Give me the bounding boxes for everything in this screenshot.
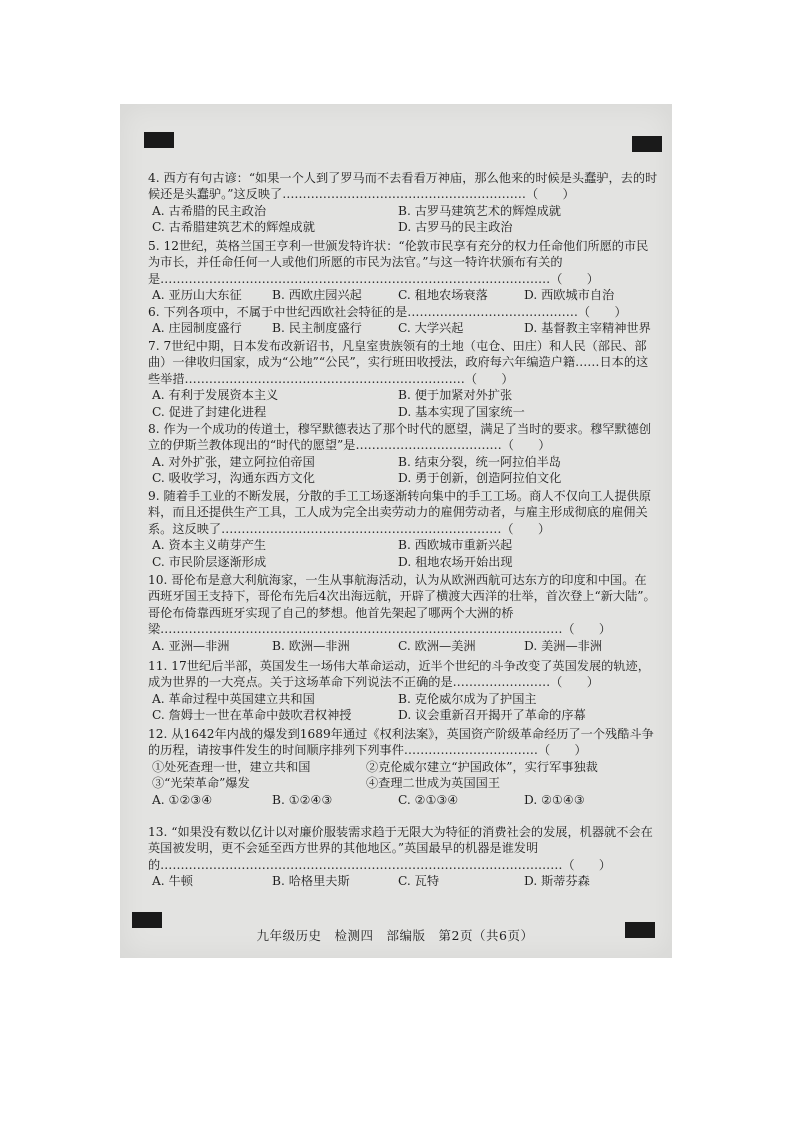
question-6 (148, 304, 658, 337)
question-stem: 13. “如果没有数以亿计以对廉价服装需求趋于无限大为特征的消费社会的发展，机器就不会在英国被发明，更不会延至西方世界的其他地区。”英国最早的机器是谁发明的………………………………………………………………………………………（ ） (148, 825, 653, 872)
option-a: A. 革命过程中英国建立共和国 (152, 691, 315, 706)
option-c: C. ②①③④ (398, 792, 459, 807)
question-12 (148, 726, 658, 808)
registration-mark-top-left (144, 132, 174, 148)
registration-mark-bottom-left (132, 912, 162, 928)
option-c: C. 市民阶层逐渐形成 (152, 554, 267, 569)
option-d: D. 勇于创新，创造阿拉伯文化 (398, 471, 562, 486)
option-a: A. 亚洲—非洲 (152, 638, 230, 653)
question-10 (148, 572, 658, 654)
question-stem: 4. 西方有句古谚：“如果一个人到了罗马而不去看看万神庙，那么他来的时候是头蠢驴，去的时候还是头蠢驴。”这反映了……………………………………………………（ ） (148, 171, 658, 202)
registration-mark-bottom-right (625, 922, 655, 938)
option-d: D. 西欧城市自治 (524, 288, 615, 303)
option-b: B. ①②④③ (272, 792, 333, 807)
question-7 (148, 338, 658, 420)
option-c: C. 瓦特 (398, 874, 440, 889)
question-stem: 6. 下列各项中，不属于中世纪西欧社会特征的是……………………………………（ ） (148, 305, 627, 319)
option-b: B. 民主制度盛行 (272, 321, 362, 336)
question-13 (148, 824, 658, 890)
option-b: B. 便于加紧对外扩张 (398, 388, 513, 403)
option-c: C. 促进了封建化进程 (152, 404, 267, 419)
option-b: B. 哈格里夫斯 (272, 874, 350, 889)
question-4 (148, 170, 658, 236)
option-a: A. 有利于发展资本主义 (152, 388, 279, 403)
question-8 (148, 421, 658, 487)
registration-mark-top-right (632, 136, 662, 152)
option-d: D. 基督教主宰精神世界 (524, 321, 651, 336)
question-stem: 8. 作为一个成功的传道士，穆罕默德表达了那个时代的愿望，满足了当时的要求。穆罕默德创立的伊斯兰教体现出的“时代的愿望”是………………………………（ ） (148, 422, 652, 453)
question-11 (148, 658, 658, 724)
option-d: D. 古罗马的民主政治 (398, 220, 513, 235)
question-5 (148, 238, 658, 304)
option-a: A. 资本主义萌芽产生 (152, 538, 267, 553)
question-stem: 5. 12世纪，英格兰国王亨利一世颁发特许状：“伦敦市民享有充分的权力任命他们所愿的市民为市长，并任命任何一人或他们所愿的市民为法官。”与这一特许状颁布有关的是……………………………………………………………………………………（ ） (148, 239, 649, 286)
event-1: ①处死查理一世，建立共和国 (152, 759, 311, 774)
option-a: A. 亚历山大东征 (152, 288, 242, 303)
option-a: A. 牛顿 (152, 874, 193, 889)
option-b: B. 结束分裂，统一阿拉伯半岛 (398, 454, 561, 469)
option-c: C. 吸收学习，沟通东西方文化 (152, 471, 315, 486)
question-stem: 9. 随着手工业的不断发展，分散的手工工场逐渐转向集中的手工工场。商人不仅向工人提供原料，而且还提供生产工具，工人成为完全出卖劳动力的雇佣劳动者，与雇主形成彻底的雇佣关系。这反映了……………………………………………………………（ ） (148, 489, 652, 536)
option-c: C. 古希腊建筑艺术的辉煌成就 (152, 220, 315, 235)
option-b: B. 西欧庄园兴起 (272, 288, 362, 303)
question-9 (148, 488, 658, 570)
question-stem: 12. 从1642年内战的爆发到1689年通过《权利法案》，英国资产阶级革命经历了一个残酷斗争的历程，请按事件发生的时间顺序排列下列事件……………………………（ ） (148, 727, 654, 758)
event-4: ④查理二世成为英国国王 (366, 776, 501, 791)
question-stem: 7. 7世纪中期，日本发布改新诏书，凡皇室贵族领有的土地（屯仓、田庄）和人民（部民、部曲）一律收归国家，成为“公地”“公民”，实行班田收授法，政府每六年编造户籍……日本的这些举措……………………………………………………………（ ） (148, 339, 649, 386)
option-a: A. 古希腊的民主政治 (152, 203, 267, 218)
option-c: C. 租地农场衰落 (398, 288, 488, 303)
option-c: C. 大学兴起 (398, 321, 464, 336)
question-stem: 11. 17世纪后半部，英国发生一场伟大革命运动，近半个世纪的斗争改变了英国发展的轨迹，成为世界的一大亮点。关于这场革命下列说法不正确的是……………………（ ） (148, 659, 650, 690)
option-a: A. 对外扩张，建立阿拉伯帝国 (152, 454, 315, 469)
option-b: B. 西欧城市重新兴起 (398, 538, 513, 553)
option-a: A. 庄园制度盛行 (152, 321, 242, 336)
option-d: D. 议会重新召开揭开了革命的序幕 (398, 708, 586, 723)
option-b: B. 欧洲—非洲 (272, 638, 350, 653)
exam-sheet (120, 104, 672, 958)
option-d: D. ②①④③ (524, 792, 585, 807)
option-b: B. 古罗马建筑艺术的辉煌成就 (398, 203, 561, 218)
option-d: D. 美洲—非洲 (524, 638, 603, 653)
option-b: B. 克伦威尔成为了护国主 (398, 691, 537, 706)
event-2: ②克伦威尔建立“护国政体”，实行军事独裁 (366, 759, 598, 774)
option-d: D. 租地农场开始出现 (398, 554, 513, 569)
page-footer: 九年级历史 检测四 部编版 第2页（共6页） (256, 928, 534, 943)
option-a: A. ①②③④ (152, 792, 213, 807)
option-c: C. 詹姆士一世在革命中鼓吹君权神授 (152, 708, 352, 723)
option-d: D. 基本实现了国家统一 (398, 404, 525, 419)
question-stem: 10. 哥伦布是意大利航海家，一生从事航海活动，认为从欧洲西航可达东方的印度和中国。在西班牙国王支持下，哥伦布先后4次出海远航，开辟了横渡大西洋的壮举，首次登上“新大陆”。哥伦布倚靠西班牙实现了自己的梦想。他首先架起了哪两个大洲的桥梁………………………………………………………………………………………（ ） (148, 573, 656, 637)
event-3: ③“光荣革命”爆发 (152, 776, 250, 791)
option-d: D. 斯蒂芬森 (524, 874, 590, 889)
option-c: C. 欧洲—美洲 (398, 638, 476, 653)
